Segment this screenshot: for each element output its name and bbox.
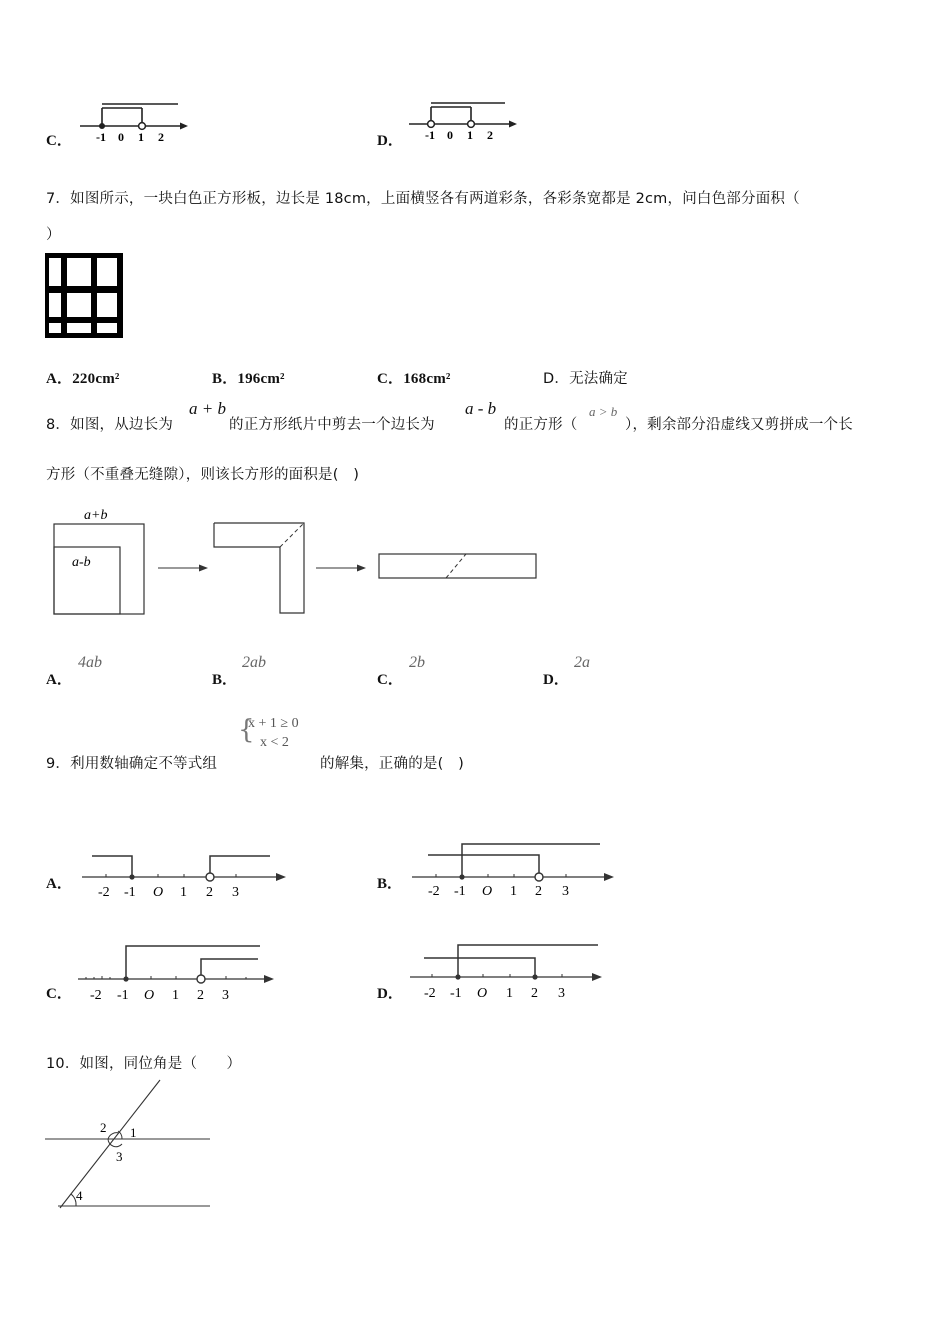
q10-angle-label: 3 xyxy=(116,1149,123,1164)
q8-option-d-label[interactable]: D． xyxy=(543,672,569,688)
q9d-tick-label: 3 xyxy=(558,986,565,1001)
q10-angle-label: 1 xyxy=(130,1125,137,1140)
q9-option-b-number-line xyxy=(410,838,625,900)
q8-option-c-label[interactable]: C． xyxy=(377,672,403,688)
q9d-tick-label: -1 xyxy=(450,986,462,1001)
q9-inequality-system xyxy=(238,716,322,756)
q6c-tick-label: -1 xyxy=(96,130,106,144)
q6d-tick-label: 1 xyxy=(467,128,473,142)
q9c-tick-label: 2 xyxy=(197,988,204,1003)
q8-expr-a-minus-b: a - b xyxy=(465,399,497,418)
q9a-tick-label: 1 xyxy=(180,885,187,900)
q10-parallel-lines-figure xyxy=(44,1078,214,1212)
q8-option-b-value: 2ab xyxy=(242,654,266,671)
q8-expr-a-plus-b: a + b xyxy=(189,399,226,418)
q9b-tick-label: 1 xyxy=(510,884,517,899)
q9c-tick-label: O xyxy=(144,988,155,1003)
q9-inequality-2: x < 2 xyxy=(260,735,289,750)
q9-stem-prefix: 9．利用数轴确定不等式组 xyxy=(46,756,218,772)
q9c-tick-label: -2 xyxy=(90,988,102,1003)
q7-option-b[interactable]: B．196cm² xyxy=(212,371,285,387)
q7-stem-line2: ） xyxy=(46,227,61,243)
q7-option-a[interactable]: A．220cm² xyxy=(46,371,120,387)
q9-stem-suffix: 的解集，正确的是( ) xyxy=(320,756,465,772)
q6c-tick-label: 1 xyxy=(138,130,144,144)
q8-option-a-value: 4ab xyxy=(78,654,102,671)
q9b-tick-label: 3 xyxy=(562,884,569,899)
q8-option-b-label[interactable]: B． xyxy=(212,672,238,688)
q9a-tick-label: -2 xyxy=(98,885,110,900)
q9c-tick-label: 1 xyxy=(172,988,179,1003)
q9a-tick-label: 2 xyxy=(206,885,213,900)
q8-option-c-value: 2b xyxy=(409,654,425,671)
q8-option-d-value: 2a xyxy=(574,654,590,671)
q6-option-c-number-line xyxy=(76,98,196,146)
q6-option-d-number-line xyxy=(405,96,525,144)
q10-stem: 10．如图，同位角是（ ） xyxy=(46,1056,242,1072)
q6c-tick-label: 0 xyxy=(118,130,124,144)
q9-option-a-number-line xyxy=(80,846,295,902)
q9b-tick-label: -1 xyxy=(454,884,466,899)
q9b-tick-label: 2 xyxy=(535,884,542,899)
left-brace-icon: { xyxy=(238,715,255,745)
q7-option-c[interactable]: C．168cm² xyxy=(377,371,451,387)
q6-option-d-label: D． xyxy=(377,133,403,149)
q6-option-c-label: C． xyxy=(46,133,72,149)
q9a-tick-label: O xyxy=(153,885,164,900)
q9b-tick-label: O xyxy=(482,884,493,899)
q8-label-outer: a+b xyxy=(84,508,108,523)
q7-square-board-figure xyxy=(45,253,123,338)
q9-option-b-label[interactable]: B． xyxy=(377,876,403,892)
q6d-tick-label: 0 xyxy=(447,128,453,142)
q6c-tick-label: 2 xyxy=(158,130,164,144)
q8-stem-line2: 方形（不重叠无缝隙），则该长方形的面积是( ) xyxy=(46,467,360,483)
q8-stem-mid1: 的正方形纸片中剪去一个边长为 xyxy=(229,417,435,433)
q9a-tick-label: -1 xyxy=(124,885,136,900)
q8-stem-mid2: 的正方形（ xyxy=(504,417,578,433)
q8-condition: a > b xyxy=(589,404,618,419)
q9c-tick-label: 3 xyxy=(222,988,229,1003)
q9d-tick-label: -2 xyxy=(424,986,436,1001)
q8-stem-prefix: 8．如图，从边长为 xyxy=(46,417,174,433)
q8-label-inner: a-b xyxy=(72,555,91,570)
q10-angle-label: 4 xyxy=(76,1188,83,1203)
q10-angle-label: 2 xyxy=(100,1120,107,1135)
q6d-tick-label: 2 xyxy=(487,128,493,142)
q9d-tick-label: 2 xyxy=(531,986,538,1001)
q8-option-a-label[interactable]: A． xyxy=(46,672,72,688)
q9d-tick-label: O xyxy=(477,986,488,1001)
q7-stem-line1: 7．如图所示，一块白色正方形板，边长是 18cm，上面横竖各有两道彩条，各彩条宽都是 2cm，问白色部分面积（ xyxy=(46,191,800,207)
q9-option-d-number-line xyxy=(408,938,623,1004)
q9-option-d-label[interactable]: D． xyxy=(377,986,403,1002)
q8-cut-and-rearrange-figure xyxy=(50,502,550,622)
q9-option-c-label[interactable]: C． xyxy=(46,986,72,1002)
q6d-tick-label: -1 xyxy=(425,128,435,142)
q9a-tick-label: 3 xyxy=(232,885,239,900)
q7-option-d[interactable]: D．无法确定 xyxy=(543,371,628,387)
q9d-tick-label: 1 xyxy=(506,986,513,1001)
q9-inequality-1: x + 1 ≥ 0 xyxy=(248,716,299,731)
q9b-tick-label: -2 xyxy=(428,884,440,899)
q8-stem-suffix: ），剩余部分沿虚线又剪拼成一个长 xyxy=(625,417,853,433)
q9-option-c-number-line xyxy=(76,940,291,1006)
q9c-tick-label: -1 xyxy=(117,988,129,1003)
q9-option-a-label[interactable]: A． xyxy=(46,876,72,892)
